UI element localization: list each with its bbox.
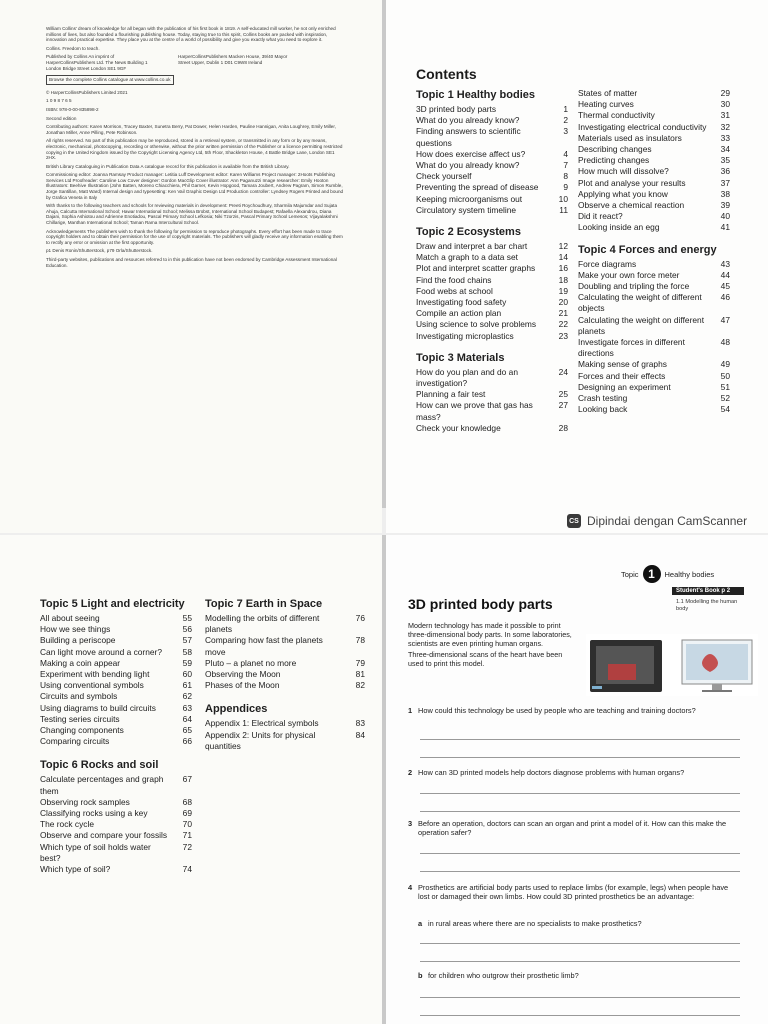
topic-5-heading: Topic 5 Light and electricity bbox=[40, 598, 185, 610]
credits: Commissioning editor: Joanna Ramsay Product manager: Letitia Luff Development editor: Karen Williams Project manager: 2Hoots Publishing Services Ltd Proofreader: Caroline Low Cover designer: Gordon MacGlip Cover illustrator: Ann Paganuzzi Image researcher: Emily Hooton Illustrators: Beehive Illustration (John Batten, Moreno Chiacchiera, Phil Garner, Kevin Hopgood, Tamara Joubert, Andrew Pagram, Simon Rumble, Jorge Santillan, Matt Ward) Internal design and typesetting: Ken Vail Graphic Design Ltd Production controller: Lyndsey Rogers Printed and bound by Grafica Veneta in Italy bbox=[46, 172, 344, 200]
toc-entry-page: 44 bbox=[720, 269, 730, 280]
toc-entry bbox=[578, 337, 730, 359]
toc-entry-page: 12 bbox=[558, 241, 568, 252]
toc-entry-title: Making sense of graphs bbox=[578, 359, 667, 370]
toc-entry-page: 36 bbox=[720, 166, 730, 177]
toc-entry-title: Calculate percentages and graph them bbox=[40, 774, 164, 796]
isbn: ISBN: 978-0-00-835898-2 bbox=[46, 106, 99, 112]
question-2 bbox=[408, 768, 738, 777]
toc-entry bbox=[40, 613, 192, 624]
toc-entry-title: Make your own force meter bbox=[578, 269, 680, 280]
answer-line[interactable] bbox=[420, 853, 740, 854]
edition: Second edition bbox=[46, 115, 77, 121]
toc-entry-title: Calculating the weight on different planets bbox=[578, 314, 705, 336]
toc-entry bbox=[578, 155, 730, 166]
toc-entry-title: Using diagrams to build circuits bbox=[40, 702, 156, 713]
toc-entry-title: How do you plan and do an investigation? bbox=[416, 366, 518, 389]
toc-entry-page: 82 bbox=[355, 680, 365, 691]
toc-entry bbox=[416, 389, 568, 400]
toc-entry bbox=[205, 680, 365, 691]
question-4b-letter: b bbox=[418, 971, 423, 980]
toc-entry-page: 67 bbox=[182, 774, 192, 785]
toc-entry-page: 11 bbox=[559, 204, 568, 215]
toc-entry-page: 34 bbox=[720, 144, 730, 155]
toc-entry-page: 60 bbox=[182, 669, 192, 680]
worksheet-page bbox=[386, 535, 768, 1024]
toc-entry-page: 22 bbox=[558, 319, 568, 330]
toc-entry bbox=[578, 99, 730, 110]
toc-entry bbox=[205, 658, 365, 669]
toc-entry bbox=[578, 144, 730, 155]
toc-entry-title: Investigating food safety bbox=[416, 297, 507, 308]
toc-entry bbox=[40, 680, 192, 691]
copyright-page bbox=[0, 0, 382, 533]
acknowledgements: Acknowledgements The publishers wish to thank the following for permission to reproduce photographs. Every effort has been made to trace copyright holders and to obtain their permission for the use of copyright materials. The publishers will gladly receive any information enabling them to rectify any error or omission at the first opportunity. bbox=[46, 228, 343, 245]
toc-entry-page: 25 bbox=[558, 389, 568, 400]
topic-name: Healthy bodies bbox=[664, 569, 715, 579]
toc-entry-page: 33 bbox=[720, 132, 730, 143]
toc-entry bbox=[578, 178, 730, 189]
question-4a bbox=[418, 919, 738, 928]
toc-entry-title: Designing an experiment bbox=[578, 381, 671, 392]
toc-entry-page: 31 bbox=[720, 110, 730, 121]
toc-entry-page: 38 bbox=[720, 188, 730, 199]
toc-entry bbox=[40, 624, 192, 635]
copyright-text-block bbox=[46, 26, 346, 271]
toc-entry-title: Pluto – a planet no more bbox=[205, 657, 297, 668]
toc-entry-title: Did it react? bbox=[578, 211, 623, 222]
toc-entry bbox=[205, 669, 365, 680]
address-right: HarperCollinsPublishers Macken House, 39/40 Mayor Street Upper, Dublin 1 D01 C9W8 Ireland bbox=[178, 54, 288, 65]
toc-entry-page: 30 bbox=[720, 99, 730, 110]
topic-label: Topic bbox=[621, 569, 639, 579]
students-book-tag: Student's Book p 2 bbox=[672, 587, 744, 595]
toc-entry-title: Compile an action plan bbox=[416, 308, 502, 319]
third-party-note: Third-party websites, publications and resources referred to in this publication have not been endorsed by Cambridge Assessment International Education. bbox=[46, 257, 337, 268]
cataloguing: British Library Cataloguing in Publication Data A catalogue record for this publication is available from the British Library. bbox=[46, 163, 290, 169]
toc-entry-title: 3D printed body parts bbox=[416, 104, 497, 114]
address-left: Published by Collins An imprint of HarperCollinsPublishers Ltd. The News Building 1 London Bridge Street London SE1 9GF bbox=[46, 54, 148, 71]
toc-entry-title: Comparing how fast the planets move bbox=[205, 635, 323, 657]
toc-entry-page: 65 bbox=[182, 725, 192, 736]
toc-entry-title: Investigating microplastics bbox=[416, 330, 514, 341]
toc-entry-title: Finding answers to scientific questions bbox=[416, 126, 521, 148]
toc-entry bbox=[416, 241, 568, 252]
contents-title: Contents bbox=[416, 66, 477, 82]
photo-credits: p1 Denis Ronin/Shutterstock, p79 Orla/Shutterstock. bbox=[46, 248, 153, 254]
toc-entry-page: 49 bbox=[720, 359, 730, 370]
toc-entry bbox=[578, 259, 730, 270]
toc-entry-page: 35 bbox=[720, 155, 730, 166]
toc-entry-title: Investigating electrical conductivity bbox=[578, 121, 707, 132]
toc-entry bbox=[205, 730, 365, 752]
section-label: 1.1 Modelling the human body bbox=[676, 599, 738, 612]
toc-entry bbox=[40, 714, 192, 725]
toc-entry-page: 55 bbox=[182, 613, 192, 623]
toc-entry-title: All about seeing bbox=[40, 613, 100, 623]
answer-line[interactable] bbox=[420, 961, 740, 962]
catalogue-box: Browse the complete Collins catalogue at www.collins.co.uk bbox=[46, 75, 174, 85]
toc-entry-title: Plot and analyse your results bbox=[578, 177, 686, 188]
toc-entry-title: Food webs at school bbox=[416, 285, 493, 296]
camscanner-label: Dipindai dengan CamScanner bbox=[587, 514, 748, 528]
toc-entry-title: The rock cycle bbox=[40, 819, 94, 830]
toc-entry bbox=[578, 382, 730, 393]
toc-entry bbox=[416, 275, 568, 286]
contents-column-topic5-6 bbox=[40, 589, 192, 875]
intro-paragraph-1: Modern technology has made it possible to print three-dimensional body parts. In some laboratories, scientists are even printing human organs. bbox=[408, 621, 572, 648]
topic-6-heading: Topic 6 Rocks and soil bbox=[40, 759, 159, 772]
toc-entry-title: Using conventional symbols bbox=[40, 680, 144, 691]
contents-column-left bbox=[416, 80, 568, 434]
toc-entry bbox=[416, 160, 568, 171]
toc-entry-page: 20 bbox=[558, 297, 568, 308]
toc-entry-title: Appendix 1: Electrical symbols bbox=[205, 718, 319, 729]
answer-line[interactable] bbox=[420, 997, 740, 998]
toc-entry-page: 70 bbox=[182, 819, 192, 830]
toc-entry-title: Observe a chemical reaction bbox=[578, 200, 685, 211]
toc-entry-title: Observing rock samples bbox=[40, 796, 130, 807]
toc-entry-page: 9 bbox=[563, 182, 568, 193]
toc-entry-title: How does exercise affect us? bbox=[416, 148, 526, 159]
print-run: 1 0 9 8 7 6 5 bbox=[46, 98, 72, 104]
question-2-text: How can 3D printed models help doctors diagnose problems with human organs? bbox=[418, 768, 685, 777]
toc-entry-page: 84 bbox=[355, 729, 365, 740]
toc-entry-page: 10 bbox=[558, 193, 568, 204]
toc-entry bbox=[40, 797, 192, 808]
toc-entry-title: Experiment with bending light bbox=[40, 669, 150, 680]
worksheet-intro bbox=[408, 622, 578, 672]
toc-entry bbox=[40, 658, 192, 669]
toc-entry-title: Thermal conductivity bbox=[578, 110, 655, 121]
toc-entry bbox=[40, 808, 192, 819]
toc-entry bbox=[578, 133, 730, 144]
answer-line[interactable] bbox=[420, 1015, 740, 1016]
toc-entry-title: Observing the Moon bbox=[205, 669, 281, 680]
toc-entry-page: 18 bbox=[558, 274, 568, 285]
toc-entry bbox=[40, 647, 192, 658]
toc-entry bbox=[578, 359, 730, 370]
toc-entry bbox=[205, 635, 365, 657]
toc-entry bbox=[40, 691, 192, 702]
toc-entry bbox=[578, 166, 730, 177]
toc-entry bbox=[416, 331, 568, 342]
toc-entry bbox=[416, 205, 568, 216]
toc-entry-page: 39 bbox=[720, 200, 730, 211]
toc-entry bbox=[205, 718, 365, 729]
toc-entry bbox=[578, 88, 730, 99]
question-3-text: Before an operation, doctors can scan an organ and print a model of it. How can this make the operation safer? bbox=[418, 819, 727, 837]
contents-column-topic7-appendices bbox=[205, 589, 365, 752]
toc-entry-title: Planning a fair test bbox=[416, 389, 486, 400]
toc-entry bbox=[40, 842, 192, 864]
question-4b-text: for children who outgrow their prosthetic limb? bbox=[428, 971, 579, 980]
monitor-stand bbox=[712, 684, 722, 690]
answer-line[interactable] bbox=[420, 739, 740, 740]
toc-entry-title: Applying what you know bbox=[578, 188, 668, 199]
toc-entry-page: 40 bbox=[720, 211, 730, 222]
toc-entry bbox=[205, 613, 365, 635]
toc-entry-page: 61 bbox=[182, 680, 192, 691]
toc-entry bbox=[416, 423, 568, 434]
topic-3-heading: Topic 3 Materials bbox=[416, 351, 505, 364]
toc-entry-page: 71 bbox=[182, 830, 192, 841]
toc-entry-page: 83 bbox=[355, 718, 365, 729]
toc-entry-page: 69 bbox=[182, 808, 192, 819]
toc-entry-page: 48 bbox=[720, 337, 730, 348]
toc-entry-title: How we see things bbox=[40, 624, 111, 635]
toc-entry-page: 68 bbox=[182, 796, 192, 807]
toc-entry-title: Materials used as insulators bbox=[578, 132, 682, 143]
question-1 bbox=[408, 706, 738, 715]
answer-line[interactable] bbox=[420, 811, 740, 812]
toc-entry-title: Find the food chains bbox=[416, 274, 492, 285]
toc-entry-title: Check your knowledge bbox=[416, 422, 501, 433]
toc-entry-page: 78 bbox=[355, 635, 365, 646]
toc-entry-title: Plot and interpret scatter graphs bbox=[416, 263, 536, 274]
toc-entry-title: Heating curves bbox=[578, 99, 634, 110]
toc-entry-title: Forces and their effects bbox=[578, 370, 666, 381]
monitor-base bbox=[702, 690, 732, 692]
toc-entry-page: 57 bbox=[182, 635, 192, 646]
toc-entry-page: 21 bbox=[558, 308, 568, 319]
toc-entry bbox=[578, 404, 730, 415]
toc-entry bbox=[40, 736, 192, 747]
toc-entry bbox=[40, 703, 192, 714]
toc-entry-page: 52 bbox=[720, 393, 730, 404]
authors: Contributing authors: Karen Morrison, Tracey Baxter, Sunetra Berry, Pat Dower, Helen Harden, Pauline Hannigan, Anita Loughrey, Emily Miller, Jonathan Miller, Anne Pilling, Pete Robinson. bbox=[46, 124, 336, 135]
toc-entry-title: Changing components bbox=[40, 725, 124, 736]
toc-entry-page: 72 bbox=[182, 841, 192, 852]
toc-entry bbox=[416, 252, 568, 263]
toc-entry-page: 51 bbox=[720, 381, 730, 392]
toc-entry-title: Can light move around a corner? bbox=[40, 646, 162, 657]
toc-entry bbox=[40, 725, 192, 736]
rights: All rights reserved. No part of this publication may be reproduced, stored in a retrieval system, or transmitted in any form or by any means, electronic, mechanical, photocopying, recording or otherwise, without the prior written permission of the Publisher or a licence permitting restricted copying in the United Kingdom issued by the Copyright Licensing Agency Ltd, 5th Floor, Shackleton House, 4 Battle Bridge Lane, London SE1 2HX. bbox=[46, 138, 343, 161]
toc-entry-page: 1 bbox=[563, 104, 568, 114]
toc-entry-page: 23 bbox=[558, 330, 568, 341]
toc-entry bbox=[416, 297, 568, 308]
worksheet-title: 3D printed body parts bbox=[408, 596, 553, 612]
toc-entry bbox=[40, 635, 192, 646]
toc-entry-title: Keeping microorganisms out bbox=[416, 193, 523, 204]
toc-entry-page: 62 bbox=[182, 691, 192, 702]
toc-entry-page: 56 bbox=[182, 624, 192, 635]
toc-entry bbox=[416, 149, 568, 160]
toc-entry-page: 3 bbox=[563, 126, 568, 137]
toc-entry-title: Investigate forces in different directions bbox=[578, 337, 685, 359]
toc-entry bbox=[416, 171, 568, 182]
toc-entry-page: 54 bbox=[720, 404, 730, 415]
toc-entry bbox=[416, 319, 568, 330]
toc-entry-page: 16 bbox=[558, 263, 568, 274]
toc-entry-page: 76 bbox=[355, 613, 365, 623]
toc-entry-page: 7 bbox=[563, 160, 568, 171]
toc-entry-page: 66 bbox=[182, 736, 192, 747]
answer-line[interactable] bbox=[420, 943, 740, 944]
toc-entry bbox=[416, 400, 568, 422]
toc-entry-title: Using science to solve problems bbox=[416, 319, 537, 330]
toc-entry bbox=[416, 194, 568, 205]
toc-entry bbox=[416, 263, 568, 274]
toc-entry-page: 14 bbox=[558, 252, 568, 263]
toc-entry bbox=[578, 200, 730, 211]
question-4-number: 4 bbox=[408, 883, 413, 892]
toc-entry bbox=[578, 393, 730, 404]
toc-entry-title: Draw and interpret a bar chart bbox=[416, 241, 528, 252]
toc-entry-page: 28 bbox=[558, 422, 568, 433]
toc-entry bbox=[578, 122, 730, 133]
toc-entry bbox=[416, 104, 568, 115]
question-4a-text: in rural areas where there are no specialists to make prosthetics? bbox=[428, 919, 642, 928]
toc-entry-page: 63 bbox=[182, 702, 192, 713]
toc-entry-page: 32 bbox=[720, 121, 730, 132]
printed-heart-model bbox=[608, 664, 636, 680]
toc-entry-page: 27 bbox=[558, 400, 568, 411]
toc-entry-title: Circuits and symbols bbox=[40, 691, 118, 702]
toc-entry bbox=[40, 864, 192, 875]
toc-entry bbox=[578, 315, 730, 337]
3d-printer-photo bbox=[586, 634, 758, 696]
toc-entry-title: Doubling and tripling the force bbox=[578, 281, 690, 292]
toc-entry-title: What do you already know? bbox=[416, 160, 520, 171]
toc-entry bbox=[416, 182, 568, 193]
toc-entry-page: 2 bbox=[563, 115, 568, 126]
toc-entry-title: Describing changes bbox=[578, 144, 652, 155]
thanks: With thanks to the following teachers and schools for reviewing materials in development: Preeti Roychoudhury, Sharmila Majumdar and Sujata Ahuja, Calcutta International School; Hawar International School; Melissa Brobst, International School Budapest; Rafaella Alexandrou, Diana Dajani, Sophia Ashiotou and Adrienne Enotiadou, Pascal Primary School Lefkosia; Niki Tzorzis, Pascal Primary School Lemesos; Vijayalakshmi Chillarige, Manthan International School; Taman Rama Intercultural School. bbox=[46, 203, 338, 226]
toc-entry-title: How can we prove that gas has mass? bbox=[416, 400, 533, 422]
toc-entry-title: Predicting changes bbox=[578, 155, 650, 166]
toc-entry-page: 46 bbox=[720, 292, 730, 303]
question-1-number: 1 bbox=[408, 706, 413, 715]
toc-entry-title: Testing series circuits bbox=[40, 713, 120, 724]
toc-entry bbox=[416, 126, 568, 148]
toc-entry bbox=[40, 774, 192, 796]
toc-entry-page: 47 bbox=[720, 314, 730, 325]
toc-entry bbox=[416, 115, 568, 126]
topic-4-heading: Topic 4 Forces and energy bbox=[578, 243, 717, 256]
toc-entry bbox=[578, 270, 730, 281]
toc-entry-title: Classifying rocks using a key bbox=[40, 808, 148, 819]
toc-entry-page: 58 bbox=[182, 646, 192, 657]
appendices-heading: Appendices bbox=[205, 703, 268, 716]
topic-header bbox=[621, 565, 714, 583]
intro-paragraph-2: Three-dimensional scans of the heart have been used to print this model. bbox=[408, 650, 563, 669]
toc-entry bbox=[578, 222, 730, 233]
toc-entry bbox=[40, 830, 192, 841]
toc-entry-title: Preventing the spread of disease bbox=[416, 182, 539, 193]
toc-entry-title: Which type of soil holds water best? bbox=[40, 841, 151, 863]
toc-entry-page: 79 bbox=[355, 657, 365, 668]
camscanner-watermark bbox=[567, 514, 747, 528]
toc-entry-title: Calculating the weight of different objects bbox=[578, 292, 702, 314]
toc-entry bbox=[40, 819, 192, 830]
answer-line[interactable] bbox=[420, 793, 740, 794]
toc-entry-page: 50 bbox=[720, 370, 730, 381]
toc-entry-page: 8 bbox=[563, 171, 568, 182]
toc-entry-page: 43 bbox=[720, 258, 730, 269]
toc-entry bbox=[40, 669, 192, 680]
toc-entry bbox=[578, 371, 730, 382]
toc-entry-title: Building a periscope bbox=[40, 635, 116, 646]
toc-entry bbox=[578, 211, 730, 222]
toc-entry-title: Looking back bbox=[578, 404, 628, 415]
toc-entry-page: 4 bbox=[563, 148, 568, 159]
toc-entry-page: 59 bbox=[182, 657, 192, 668]
toc-entry-title: Crash testing bbox=[578, 393, 628, 404]
question-3-number: 3 bbox=[408, 819, 413, 828]
toc-entry-title: Making a coin appear bbox=[40, 657, 121, 668]
answer-line[interactable] bbox=[420, 757, 740, 758]
toc-entry-title: Looking inside an egg bbox=[578, 222, 660, 233]
toc-entry-title: Appendix 2: Units for physical quantities bbox=[205, 729, 316, 751]
question-1-text: How could this technology be used by people who are teaching and training doctors? bbox=[418, 706, 696, 715]
toc-entry-title: Observe and compare your fossils bbox=[40, 830, 168, 841]
topic-2-heading: Topic 2 Ecosystems bbox=[416, 226, 521, 239]
toc-entry-page: 37 bbox=[720, 177, 730, 188]
toc-entry-title: Force diagrams bbox=[578, 258, 637, 269]
publisher-intro: William Collins' dream of knowledge for all began with the publication of his first book in 1819. A self-educated mill worker, he not only enriched millions of lives, but also founded a flourishing publishing house. Today, staying true to this spirit, Collins books are packed with inspiration, innovation and practical expertise. They place you at the centre of a world of possibility and give you exactly what you need to explore it. bbox=[46, 26, 336, 43]
toc-entry-page: 29 bbox=[720, 88, 730, 98]
toc-entry-title: States of matter bbox=[578, 88, 638, 98]
toc-entry bbox=[578, 110, 730, 121]
question-4a-letter: a bbox=[418, 919, 423, 928]
toc-entry-page: 41 bbox=[720, 222, 730, 233]
toc-entry-page: 81 bbox=[355, 669, 365, 680]
toc-entry-title: How much will dissolve? bbox=[578, 166, 669, 177]
toc-entry-title: Which type of soil? bbox=[40, 864, 111, 875]
copyright-line: © HarperCollinsPublishers Limited 2021 bbox=[46, 89, 128, 95]
contents-page bbox=[386, 0, 768, 533]
toc-entry bbox=[578, 281, 730, 292]
toc-entry-page: 24 bbox=[558, 366, 568, 377]
contents-column-right bbox=[578, 88, 730, 415]
answer-line[interactable] bbox=[420, 871, 740, 872]
toc-entry-title: What do you already know? bbox=[416, 115, 520, 126]
tagline: Collins. Freedom to teach. bbox=[46, 45, 100, 51]
topic-number-badge: 1 bbox=[643, 565, 661, 583]
toc-entry-title: Check yourself bbox=[416, 171, 472, 182]
topic-7-heading: Topic 7 Earth in Space bbox=[205, 598, 323, 610]
toc-entry bbox=[416, 308, 568, 319]
question-2-number: 2 bbox=[408, 768, 413, 777]
toc-entry bbox=[416, 286, 568, 297]
toc-entry-title: Comparing circuits bbox=[40, 736, 110, 747]
toc-entry-page: 64 bbox=[182, 713, 192, 724]
toc-entry bbox=[416, 367, 568, 389]
question-3 bbox=[408, 819, 738, 837]
camscanner-logo-icon: CS bbox=[567, 514, 581, 528]
question-4b bbox=[418, 971, 738, 980]
toc-entry bbox=[578, 292, 730, 314]
toc-entry-page: 45 bbox=[720, 281, 730, 292]
topic-1-heading: Topic 1 Healthy bodies bbox=[416, 89, 535, 101]
question-4-text: Prosthetics are artificial body parts used to replace limbs (for example, legs) when people have lost or damaged their own limbs. How could 3D printed prosthetics be an advantage: bbox=[418, 883, 729, 901]
toc-entry-title: Match a graph to a data set bbox=[416, 252, 518, 263]
toc-entry-title: Phases of the Moon bbox=[205, 680, 280, 691]
toc-entry-title: Modelling the orbits of different planets bbox=[205, 613, 320, 635]
toc-entry bbox=[578, 189, 730, 200]
contents-continued-page bbox=[0, 535, 382, 1024]
printer-light bbox=[592, 686, 602, 689]
toc-entry-title: Circulatory system timeline bbox=[416, 204, 517, 215]
toc-entry-page: 19 bbox=[558, 285, 568, 296]
toc-entry-page: 74 bbox=[182, 864, 192, 875]
question-4 bbox=[408, 883, 738, 901]
